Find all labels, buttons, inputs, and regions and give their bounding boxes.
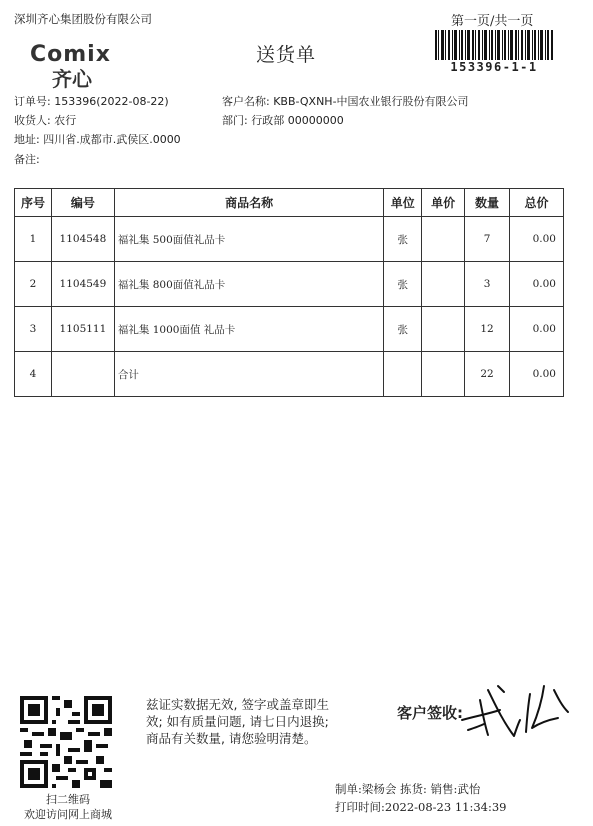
cell-qty: 7 <box>465 217 510 262</box>
header-price: 单价 <box>422 189 465 217</box>
table-header-row <box>15 189 564 217</box>
items-table <box>14 188 564 397</box>
print-time: 打印时间:2022-08-23 11:34:39 <box>335 800 507 814</box>
customer-name: 客户名称: KBB-QXNH-中国农业银行股份有限公司 <box>222 95 469 108</box>
cell-total: 0.00 <box>510 217 564 262</box>
cell-unit: 张 <box>384 262 422 307</box>
header-qty: 数量 <box>465 189 510 217</box>
cell-code <box>51 352 114 397</box>
notice-line: 兹证实数据无效, 签字或盖章即生 <box>146 697 329 712</box>
table-row-total <box>15 352 564 397</box>
cell-code: 1105111 <box>51 307 114 352</box>
logo-text: Comix <box>30 42 111 67</box>
notice-line: 效; 如有质量问题, 请七日内退换; <box>146 714 329 729</box>
address: 地址: 四川省.成都市.武侯区.0000 <box>14 133 181 146</box>
header-name: 商品名称 <box>114 189 383 217</box>
cell-seq: 1 <box>15 217 52 262</box>
comix-logo <box>30 42 150 91</box>
table-row <box>15 307 564 352</box>
cell-name: 福礼集 500面值礼品卡 <box>114 217 383 262</box>
header-code: 编号 <box>51 189 114 217</box>
cell-unit: 张 <box>384 307 422 352</box>
cell-seq: 2 <box>15 262 52 307</box>
qr-code <box>20 696 112 788</box>
cell-qty: 12 <box>465 307 510 352</box>
cell-unit <box>384 352 422 397</box>
cell-unit: 张 <box>384 217 422 262</box>
receiver: 收货人: 农行 <box>14 114 77 127</box>
cell-qty: 22 <box>465 352 510 397</box>
notice-line: 商品有关数量, 请您验明清楚。 <box>146 731 317 746</box>
qr-caption: 扫二维码 <box>46 793 90 806</box>
table-row <box>15 217 564 262</box>
department: 部门: 行政部 00000000 <box>222 114 344 127</box>
cell-seq: 3 <box>15 307 52 352</box>
cell-name: 福礼集 1000面值 礼品卡 <box>114 307 383 352</box>
cell-total: 0.00 <box>510 262 564 307</box>
company-name: 深圳齐心集团股份有限公司 <box>14 12 152 26</box>
page-indicator: 第一页/共一页 <box>451 14 534 29</box>
cell-qty: 3 <box>465 262 510 307</box>
cell-code: 1104548 <box>51 217 114 262</box>
order-number: 订单号: 153396(2022-08-22) <box>14 95 169 108</box>
cell-code: 1104549 <box>51 262 114 307</box>
barcode-number: 153396-1-1 <box>450 60 538 74</box>
barcode <box>435 30 553 60</box>
cell-total: 0.00 <box>510 352 564 397</box>
document-title: 送货单 <box>256 44 317 66</box>
header-seq: 序号 <box>15 189 52 217</box>
cell-price <box>422 307 465 352</box>
handwritten-signature <box>458 680 573 742</box>
notice-text <box>146 696 329 747</box>
cell-total: 0.00 <box>510 307 564 352</box>
cell-seq: 4 <box>15 352 52 397</box>
cell-name: 福礼集 800面值礼品卡 <box>114 262 383 307</box>
table-row <box>15 262 564 307</box>
qr-caption-sub: 欢迎访问网上商城 <box>24 808 112 821</box>
cell-name: 合计 <box>114 352 383 397</box>
customer-sign-label: 客户签收: <box>397 704 463 722</box>
logo-cn-text: 齐心 <box>52 67 92 91</box>
header-unit: 单位 <box>384 189 422 217</box>
cell-price <box>422 217 465 262</box>
cell-price <box>422 262 465 307</box>
header-total: 总价 <box>510 189 564 217</box>
cell-price <box>422 352 465 397</box>
staff-info: 制单:梁杨会 拣货: 销售:武怡 <box>335 782 481 796</box>
remark: 备注: <box>14 153 40 166</box>
